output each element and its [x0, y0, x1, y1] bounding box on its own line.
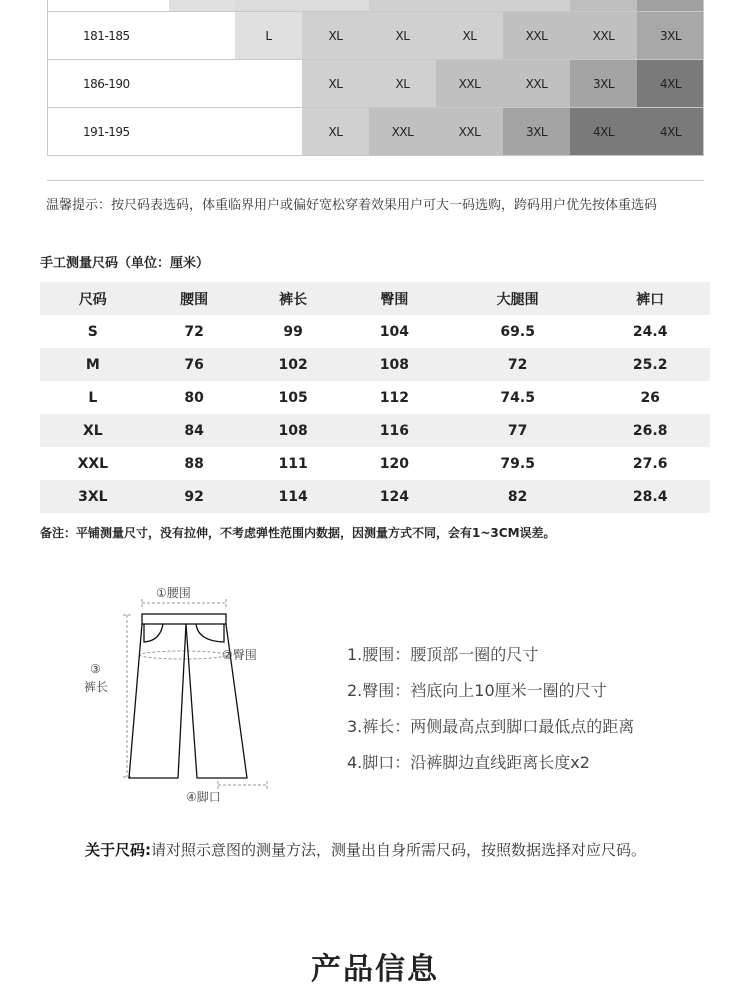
about-text: 请对照示意图的测量方法，测量出自身所需尺码，按照数据选择对应尺码。: [151, 841, 647, 859]
table-row: [40, 447, 710, 480]
table-cell: 74.5: [500, 389, 535, 406]
table-cell: 80: [184, 389, 204, 406]
table-cell: 3XL: [40, 480, 146, 513]
grid-size-cell: 3XL: [637, 12, 704, 59]
grid-border: [47, 0, 48, 156]
table-cell: 尺码: [40, 282, 146, 315]
grid-cell: [302, 0, 369, 11]
table-cell: 裤长: [243, 282, 344, 315]
table-cell: 82: [445, 480, 590, 513]
table-cell: XXL: [77, 455, 109, 472]
table-cell: 27.6: [632, 455, 668, 472]
section-title: 产品信息: [311, 952, 439, 987]
grid-size-cell: XL: [369, 60, 436, 107]
table-header: [40, 282, 710, 315]
grid-cell: [48, 0, 169, 11]
table-cell: 26.8: [590, 414, 710, 447]
table-cell: 84: [146, 414, 243, 447]
table-cell: 72: [445, 348, 590, 381]
table-cell: 28.4: [590, 480, 710, 513]
grid-size-cell: XL: [302, 12, 369, 59]
table-cell: 92: [146, 480, 243, 513]
grid-border: [703, 0, 704, 156]
table-row: [40, 348, 710, 381]
grid-row-line: [47, 11, 704, 12]
grid-size-cell: 3XL: [503, 108, 570, 155]
grid-size-cell: 4XL: [570, 108, 637, 155]
grid-size-cell: XL: [369, 12, 436, 59]
grid-size-cell: XXL: [503, 12, 570, 59]
table-cell: 102: [243, 348, 344, 381]
grid-cell: [235, 0, 302, 11]
table-cell: 124: [344, 480, 445, 513]
table-cell: XL: [40, 414, 146, 447]
length-label: 裤长: [84, 680, 109, 694]
grid-size-cell: XL: [302, 108, 369, 155]
table-cell: 105: [278, 389, 308, 406]
grid-cell: [637, 0, 704, 11]
table-cell: 69.5: [500, 323, 535, 340]
table-cell: 26: [640, 389, 660, 406]
table-cell: 76: [146, 348, 243, 381]
legend-hem: 4.脚口：沿裤脚边直线距离长度x2: [347, 753, 590, 772]
table-cell: 臀围: [344, 282, 445, 315]
table-cell: 77: [445, 414, 590, 447]
table-cell: 88: [184, 455, 204, 472]
grid-height-label: 191-195: [83, 124, 130, 139]
legend-hip: 2.臀围：裆底向上10厘米一圈的尺寸: [347, 681, 607, 700]
about-size: [85, 835, 675, 865]
table-cell: 大腿围: [445, 282, 590, 315]
grid-size-cell: XL: [302, 60, 369, 107]
table-row: [40, 381, 710, 414]
grid-size-cell: 3XL: [570, 60, 637, 107]
table-cell: 120: [379, 455, 409, 472]
grid-cell: [169, 0, 235, 11]
table-cell: 112: [379, 389, 409, 406]
measure-title: 手工测量尺码（单位：厘米）: [40, 256, 210, 271]
grid-size-cell: XXL: [436, 108, 503, 155]
grid-height-label: 186-190: [83, 76, 130, 91]
grid-size-cell: XXL: [570, 12, 637, 59]
grid-row-line: [47, 155, 704, 156]
table-cell: 116: [344, 414, 445, 447]
grid-cell: [436, 0, 503, 11]
table-cell: 108: [243, 414, 344, 447]
table-cell: 25.2: [590, 348, 710, 381]
grid-size-cell: 4XL: [637, 108, 704, 155]
table-cell: S: [87, 323, 98, 340]
waist-label: ①腰围: [156, 586, 191, 600]
table-row: [40, 480, 710, 513]
table-cell: 腰围: [146, 282, 243, 315]
grid-size-cell: XXL: [369, 108, 436, 155]
grid-size-cell: L: [235, 12, 302, 59]
table-cell: 79.5: [500, 455, 535, 472]
table-cell: 24.4: [632, 323, 668, 340]
grid-size-cell: [235, 108, 302, 155]
table-row: [40, 414, 710, 447]
table-cell: 108: [344, 348, 445, 381]
hip-label: ②臀围: [222, 648, 257, 662]
size-tip: 温馨提示：按尺码表选码，体重临界用户或偏好宽松穿着效果用户可大一码选购，跨码用户优先按体重选码: [46, 198, 658, 213]
grid-height-label: 181-185: [83, 28, 130, 43]
table-row: [40, 315, 710, 348]
table-cell: L: [88, 389, 98, 406]
table-cell: 111: [278, 455, 308, 472]
grid-size-cell: [235, 60, 302, 107]
grid-cell: [570, 0, 637, 11]
divider: [47, 180, 704, 181]
about-label: 关于尺码:: [85, 841, 151, 859]
table-cell: 99: [283, 323, 303, 340]
grid-cell: [503, 0, 570, 11]
pants-diagram: [80, 575, 280, 810]
measure-table: [40, 282, 710, 513]
legend-waist: 1.腰围：腰顶部一圈的尺寸: [347, 645, 539, 664]
table-cell: 114: [243, 480, 344, 513]
table-cell: 72: [184, 323, 204, 340]
table-cell: 104: [379, 323, 409, 340]
measure-note: 备注：平铺测量尺寸，没有拉伸，不考虑弹性范围内数据，因测量方式不同，会有1~3CM误差。: [40, 526, 556, 540]
hem-label: ④脚口: [186, 790, 221, 804]
grid-size-cell: XXL: [436, 60, 503, 107]
table-cell: M: [40, 348, 146, 381]
length-number: ③: [90, 662, 101, 676]
grid-size-cell: XL: [436, 12, 503, 59]
grid-cell: [369, 0, 436, 11]
table-cell: 裤口: [590, 282, 710, 315]
grid-size-cell: XXL: [503, 60, 570, 107]
legend-length: 3.裤长：两侧最高点到脚口最低点的距离: [347, 717, 635, 736]
grid-size-cell: 4XL: [637, 60, 704, 107]
